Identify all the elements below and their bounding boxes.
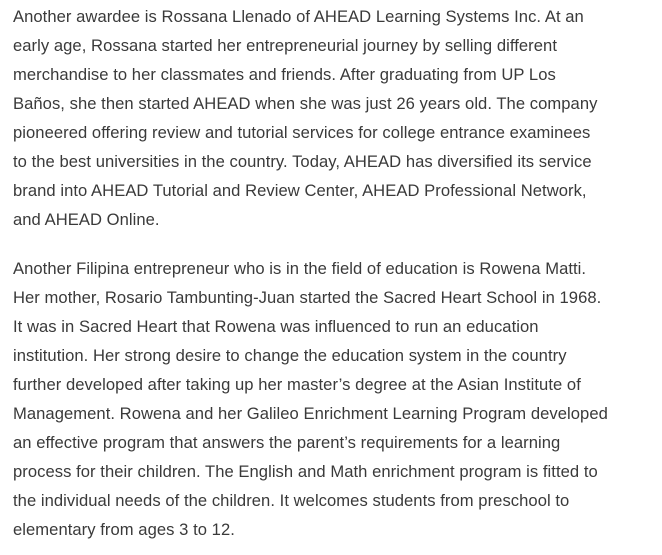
- paragraph-line: an effective program that answers the parent’s requirements for a learning: [13, 433, 561, 452]
- paragraph-line: brand into AHEAD Tutorial and Review Center, AHEAD Professional Network,: [13, 181, 587, 200]
- paragraph-line: Another Filipina entrepreneur who is in the field of education is Rowena Matti.: [13, 259, 587, 278]
- paragraph-line: Her mother, Rosario Tambunting-Juan started the Sacred Heart School in 1968.: [13, 288, 602, 307]
- paragraph-line: early age, Rossana started her entrepreneurial journey by selling different: [13, 36, 557, 55]
- paragraph-rowena-matti: [13, 254, 652, 544]
- paragraph-line: and AHEAD Online.: [13, 210, 160, 229]
- paragraph-line: institution. Her strong desire to change the education system in the country: [13, 346, 567, 365]
- paragraph-line: Another awardee is Rossana Llenado of AHEAD Learning Systems Inc. At an: [13, 7, 584, 26]
- paragraph-line: to the best universities in the country. Today, AHEAD has diversified its service: [13, 152, 592, 171]
- paragraph-line: It was in Sacred Heart that Rowena was influenced to run an education: [13, 317, 539, 336]
- paragraph-line: the individual needs of the children. It welcomes students from preschool to: [13, 491, 570, 510]
- paragraph-line: Management. Rowena and her Galileo Enrichment Learning Program developed: [13, 404, 608, 423]
- paragraph-line: pioneered offering review and tutorial services for college entrance examinees: [13, 123, 591, 142]
- paragraph-line: merchandise to her classmates and friends. After graduating from UP Los: [13, 65, 556, 84]
- paragraph-line: further developed after taking up her master’s degree at the Asian Institute of: [13, 375, 581, 394]
- paragraph-line: process for their children. The English and Math enrichment program is fitted to: [13, 462, 598, 481]
- paragraph-line: Baños, she then started AHEAD when she was just 26 years old. The company: [13, 94, 598, 113]
- paragraph-line: elementary from ages 3 to 12.: [13, 520, 235, 539]
- paragraph-rossana-llenado: [13, 2, 652, 234]
